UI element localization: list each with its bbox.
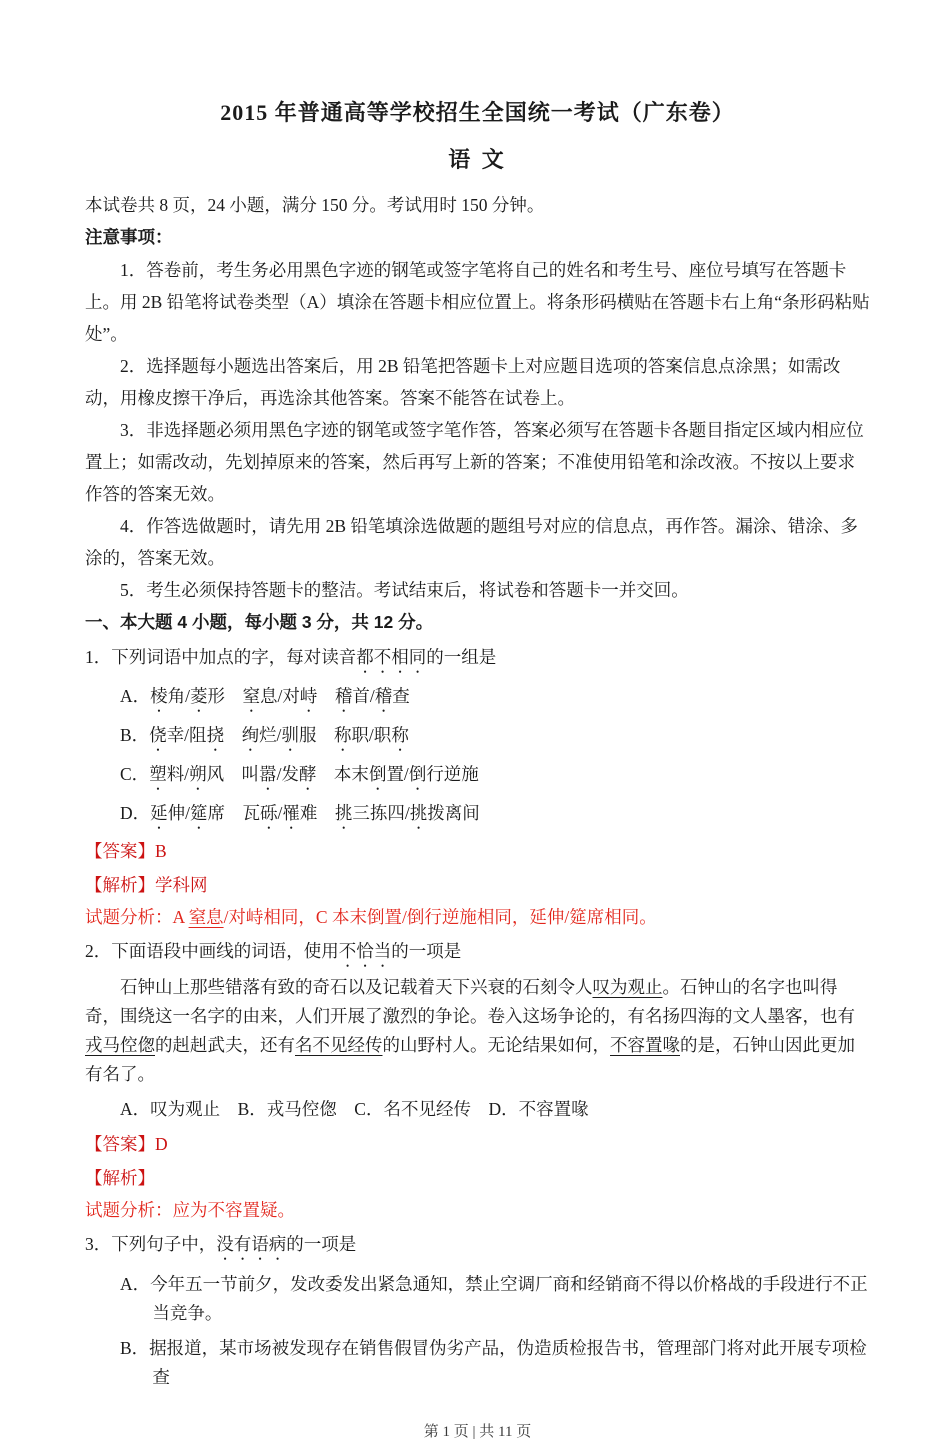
notice-item-4: 4．作答选做题时，请先用 2B 铅笔填涂选做题的题组号对应的信息点，再作答。漏涂、错涂、多涂的，答案无效。 <box>85 516 858 568</box>
notice-item-2: 2．选择题每小题选出答案后，用 2B 铅笔把答题卡上对应题目选项的答案信息点涂黑；如需改动，用橡皮擦干净后，再选涂其他答案。答案不能答在试卷上。 <box>85 356 841 408</box>
question-2-answer-line: 【答案】D <box>85 1134 168 1154</box>
notice-item-5: 5．考生必须保持答题卡的整洁。考试结束后，将试卷和答题卡一并交回。 <box>120 580 689 600</box>
question-1-option-b: B．侥幸/阻挠 绚烂/驯服 称职/职称 <box>120 725 409 745</box>
question-1-option-d: D．延伸/筵席 瓦砾/罹难 挑三拣四/挑拨离间 <box>120 803 480 823</box>
question-1-stem: 1．下列词语中加点的字，每对读音都不相同的一组是 <box>85 647 497 667</box>
page-footer: 第 1 页 | 共 11 页 <box>423 1424 532 1440</box>
notices-heading: 注意事项： <box>85 227 173 247</box>
exam-subject: 语 文 <box>448 147 507 172</box>
exam-title: 2015 年普通高等学校招生全国统一考试（广东卷） <box>220 100 735 125</box>
question-1 <box>85 641 870 933</box>
exam-info: 本试卷共 8 页，24 小题，满分 150 分。考试用时 150 分钟。 <box>85 195 545 215</box>
question-3-option-a: A．今年五一节前夕，发改委发出紧急通知，禁止空调厂商和经销商不得以价格战的手段进行不正当竞争。 <box>120 1274 868 1323</box>
question-3-stem: 3．下列句子中，没有语病的一项是 <box>85 1234 357 1254</box>
question-1-answer-line: 【答案】B <box>85 841 167 861</box>
question-2-passage: 石钟山上那些错落有致的奇石以及记载着天下兴衰的石刻令人叹为观止。石钟山的名字也叫得奇，围绕这一名字的由来，人们开展了激烈的争论。卷入这场争论的，有名扬四海的文人墨客，也有戎马倥偬的赳赳武夫，还有名不见经传的山野村人。无论结果如何，不容置喙的是，石钟山因此更加有名了。 <box>85 977 855 1084</box>
notice-item-3: 3．非选择题必须用黑色字迹的钢笔或签字笔作答，答案必须写在答题卡各题目指定区域内相应位置上；如需改动，先划掉原来的答案，然后再写上新的答案；不准使用铅笔和涂改液。不按以上要求作答的答案无效。 <box>85 420 864 504</box>
question-2-analysis-text: 试题分析：应为不容置疑。 <box>85 1200 295 1220</box>
notice-item-1: 1．答卷前，考生务必用黑色字迹的钢笔或签字笔将自己的姓名和考生号、座位号填写在答题卡上。用 2B 铅笔将试卷类型（A）填涂在答题卡相应位置上。将条形码横贴在答题卡右上角“条形码粘贴处”。 <box>85 260 870 344</box>
question-1-analysis-text: 试题分析：A 窒息/对峙相同，C 本末倒置/倒行逆施相同，延伸/筵席相同。 <box>85 907 657 927</box>
question-1-explanation-label: 【解析】学科网 <box>85 875 208 895</box>
question-2 <box>85 935 870 1226</box>
question-1-option-a: A．棱角/菱形 窒息/对峙 稽首/稽查 <box>120 686 410 706</box>
question-3-option-b: B．据报道，某市场被发现存在销售假冒伪劣产品，伪造质检报告书，管理部门将对此开展专项检查 <box>120 1338 867 1387</box>
question-2-stem: 2．下面语段中画线的词语，使用不恰当的一项是 <box>85 941 462 961</box>
question-1-option-c: C．塑料/朔风 叫嚣/发酵 本末倒置/倒行逆施 <box>120 764 479 784</box>
section-one-heading: 一、本大题 4 小题，每小题 3 分，共 12 分。 <box>85 612 434 632</box>
question-3 <box>85 1228 870 1392</box>
exam-paper-page <box>0 96 950 1441</box>
question-2-options-line: A．叹为观止 B．戎马倥偬 C．名不见经传 D．不容置喙 <box>120 1099 589 1119</box>
question-2-explanation-label: 【解析】 <box>85 1168 155 1188</box>
